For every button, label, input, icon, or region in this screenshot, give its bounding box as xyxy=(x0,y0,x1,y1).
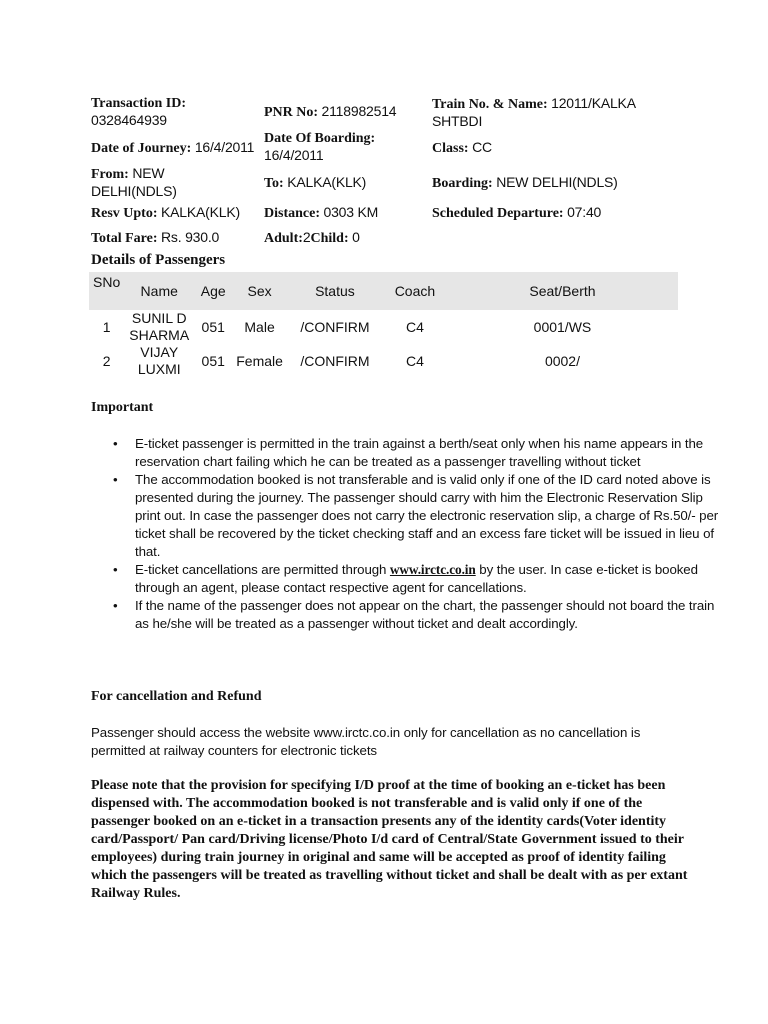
adult-value: 2 xyxy=(302,229,311,245)
distance-label: Distance: xyxy=(264,206,320,221)
passenger-table-header xyxy=(89,272,678,310)
resv-upto-value: KALKA(KLK) xyxy=(161,204,240,220)
total-fare-label: Total Fare: xyxy=(91,231,158,246)
list-item-text: E-ticket cancellations are permitted through xyxy=(135,562,390,577)
train-label: Train No. & Name: xyxy=(432,97,548,112)
boarding-field xyxy=(432,174,672,192)
transaction-id-value: 0328464939 xyxy=(91,112,167,128)
to-field xyxy=(264,174,429,192)
boarding-label: Boarding: xyxy=(432,176,493,191)
passenger-coach: C4 xyxy=(405,352,424,369)
date-of-boarding-value: 16/4/2011 xyxy=(264,147,324,163)
train-field xyxy=(432,95,672,131)
important-list xyxy=(91,435,725,633)
column-header-sex: Sex xyxy=(232,272,287,310)
distance-field xyxy=(264,204,429,222)
transaction-id-label: Transaction ID: xyxy=(91,96,187,111)
column-header-status: Status xyxy=(287,272,383,310)
class-field xyxy=(432,139,672,157)
passenger-age: 051 xyxy=(201,318,225,335)
list-item-text: by the user. In case e-ticket is booked through an agent, please contact respective agent for cancellations. xyxy=(135,562,698,595)
adult-label: Adult: xyxy=(264,231,303,246)
id-proof-notice: Please note that the provision for specifying I/D proof at the time of booking an e-ticket has been dispensed with. The accommodation booked is not transferable and is valid only if one of the passenger booked on an e-ticket in a transaction presents any of the identity cards(Voter identity card/Passport/ Pan card/Driving license/Photo I/d card of Central/State Government issued to their employees) during train journey in original and same will be accepted as proof of identity failing which the passengers will be treated as travelling without ticket and shall be dealt with as per extant Railway Rules. xyxy=(91,778,688,901)
from-value: NEW DELHI(NDLS) xyxy=(91,165,177,199)
distance-value: 0303 KM xyxy=(323,204,379,220)
important-heading: Important xyxy=(91,400,154,415)
pnr-value: 2118982514 xyxy=(321,103,397,119)
passenger-age: 051 xyxy=(201,352,225,369)
passenger-details-heading: Details of Passengers xyxy=(91,252,226,268)
pnr-field xyxy=(264,103,429,121)
passenger-status: /CONFIRM xyxy=(300,352,370,369)
to-value: KALKA(KLK) xyxy=(287,174,367,190)
table-row xyxy=(89,344,678,378)
date-of-journey-label: Date of Journey: xyxy=(91,141,192,156)
date-of-boarding-field xyxy=(264,130,429,165)
train-value: 12011/KALKA SHTBDI xyxy=(432,95,636,129)
passenger-sex: Female xyxy=(236,352,283,369)
child-label: Child: xyxy=(310,231,349,246)
column-header-sno: SNo xyxy=(89,272,124,310)
total-fare-field xyxy=(91,229,261,247)
scheduled-departure-field xyxy=(432,204,672,222)
list-item: • If the name of the passenger does not appear on the chart, the passenger should not board the train as he/she will be treated as a passenger without ticket and dealt accordingly. xyxy=(135,597,725,633)
from-field xyxy=(91,165,251,201)
list-item: • The accommodation booked is not transferable and is valid only if one of the ID card noted above is presented during the journey. The passenger should carry with him the Electronic Reservation Slip print out. In case the passenger does not carry the electronic reservation slip, a charge of Rs.50/- per ticket shall be recovered by the ticket checking staff and an excess fare ticket will be issued in lieu of that. xyxy=(135,471,725,561)
passenger-status: /CONFIRM xyxy=(300,318,370,335)
column-header-name: Name xyxy=(124,272,194,310)
date-of-journey-field xyxy=(91,139,266,157)
refund-heading: For cancellation and Refund xyxy=(91,689,262,704)
list-item: • E-ticket passenger is permitted in the train against a berth/seat only when his name appears in the reservation chart failing which he can be treated as a passenger travelling without ticket xyxy=(135,435,725,471)
scheduled-departure-value: 07:40 xyxy=(567,204,602,220)
refund-text: Passenger should access the website www.irctc.co.in only for cancellation as no cancellation is permitted at railway counters for electronic tickets xyxy=(91,725,641,758)
child-value: 0 xyxy=(352,229,360,245)
passenger-coach: C4 xyxy=(405,318,424,335)
boarding-value: NEW DELHI(NDLS) xyxy=(496,174,618,190)
table-row xyxy=(89,310,678,344)
passenger-table xyxy=(89,272,678,378)
passenger-sex: Male xyxy=(244,318,275,335)
class-label: Class: xyxy=(432,141,469,156)
passenger-count-field xyxy=(264,229,429,247)
resv-upto-label: Resv Upto: xyxy=(91,206,158,221)
passenger-seat-berth: 0002/ xyxy=(544,352,580,369)
scheduled-departure-label: Scheduled Departure: xyxy=(432,206,564,221)
date-of-journey-value: 16/4/2011 xyxy=(194,139,255,155)
passenger-sno: 2 xyxy=(102,352,111,369)
passenger-sno: 1 xyxy=(102,318,111,335)
pnr-label: PNR No: xyxy=(264,105,319,120)
list-item xyxy=(135,561,725,597)
column-header-seat-berth: Seat/Berth xyxy=(447,272,678,310)
passenger-seat-berth: 0001/WS xyxy=(533,318,592,335)
to-label: To: xyxy=(264,176,284,191)
column-header-coach: Coach xyxy=(383,272,447,310)
class-value: CC xyxy=(472,139,492,155)
passenger-name: VIJAY LUXMI xyxy=(137,344,181,377)
irctc-link[interactable]: www.irctc.co.in xyxy=(389,562,476,577)
total-fare-value: Rs. 930.0 xyxy=(161,229,220,245)
passenger-name: SUNIL D SHARMA xyxy=(129,310,190,343)
from-label: From: xyxy=(91,167,129,182)
transaction-id-field xyxy=(91,95,261,130)
column-header-age: Age xyxy=(194,272,232,310)
date-of-boarding-label: Date Of Boarding: xyxy=(264,131,376,146)
resv-upto-field xyxy=(91,204,266,222)
